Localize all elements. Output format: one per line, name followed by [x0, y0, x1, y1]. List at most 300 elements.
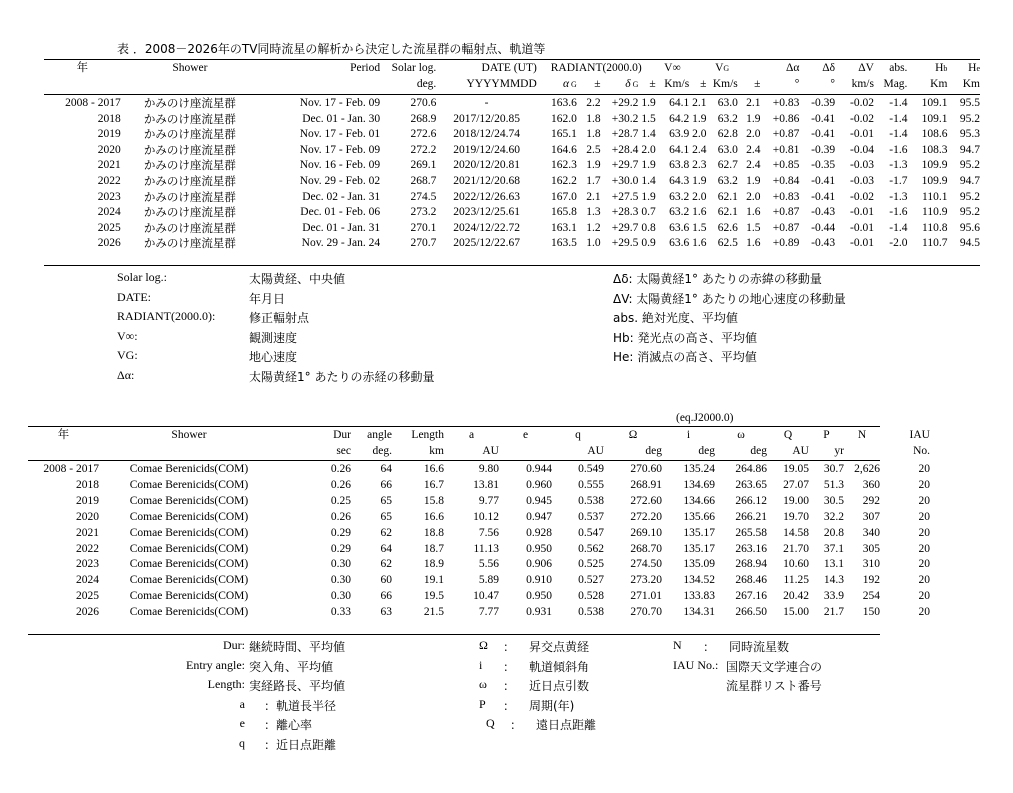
- value-cell: Nov. 17 - Feb. 09: [299, 143, 381, 156]
- value-cell: 5.89: [478, 574, 499, 587]
- year-cell: 2024: [76, 574, 99, 587]
- value-cell: 65: [380, 510, 392, 523]
- legend-definition: 軌道傾斜角: [529, 659, 590, 674]
- value-cell: 1.9: [586, 159, 601, 172]
- value-cell: 64.1: [669, 97, 690, 109]
- value-cell: -1.4: [889, 128, 908, 141]
- col2-omega-node-header: Ω: [628, 429, 638, 441]
- value-cell: Dec. 01 - Jan. 30: [302, 112, 381, 125]
- value-cell: 270.1: [410, 221, 437, 234]
- value-cell: 20: [918, 542, 930, 555]
- year-cell: 2020: [97, 143, 121, 156]
- legend-symbol: N: [673, 638, 682, 652]
- col2-dur-header: Dur: [333, 429, 351, 441]
- table1-header: [44, 61, 980, 92]
- legend-term: Entry angle:: [186, 657, 245, 672]
- table1-body: [44, 96, 980, 252]
- value-cell: 268.94: [735, 558, 767, 571]
- value-cell: +27.5: [611, 190, 639, 203]
- value-cell: -0.41: [811, 128, 836, 141]
- value-cell: Dec. 01 - Feb. 06: [300, 206, 381, 219]
- value-cell: 95.2: [959, 159, 980, 172]
- year-cell: 2025: [76, 590, 99, 603]
- value-cell: 134.31: [683, 606, 715, 619]
- legend-separator: ：: [503, 679, 516, 693]
- value-cell: 5.56: [478, 558, 499, 571]
- value-cell: 2017/12/20.85: [453, 112, 520, 125]
- table1-header-rule: [44, 94, 980, 95]
- unit-date: YYYYMMDD: [466, 77, 537, 90]
- value-cell: 0.30: [330, 558, 351, 571]
- table-row: [28, 542, 930, 558]
- value-cell: 1.8: [586, 128, 601, 141]
- value-cell: +29.5: [611, 237, 639, 250]
- value-cell: 0.26: [330, 463, 351, 475]
- value-cell: 20: [918, 494, 930, 507]
- table-row: [28, 589, 930, 605]
- value-cell: +0.87: [772, 221, 800, 234]
- legend-definition: 近日点引数: [529, 679, 590, 693]
- value-cell: 10.12: [473, 510, 499, 523]
- value-cell: 1.3: [586, 206, 601, 219]
- legend-separator: ：: [503, 640, 516, 654]
- table-row: [44, 190, 980, 206]
- legend-symbol: Ω: [479, 638, 488, 652]
- shower-cell: Comae Berenicids(COM): [129, 590, 249, 603]
- value-cell: 63.2: [669, 206, 690, 219]
- value-cell: 1.9: [746, 112, 761, 125]
- value-cell: 270.70: [630, 606, 662, 619]
- value-cell: 108.3: [921, 143, 948, 156]
- value-cell: 164.6: [550, 143, 577, 156]
- value-cell: 63.2: [717, 174, 738, 187]
- value-cell: 268.91: [630, 478, 662, 491]
- value-cell: 63.6: [669, 237, 690, 250]
- year-cell: 2008 - 2017: [43, 463, 99, 475]
- value-cell: 62.1: [717, 206, 738, 219]
- value-cell: 0.910: [526, 574, 552, 587]
- value-cell: 21.7: [823, 606, 844, 619]
- value-cell: 269.1: [410, 159, 437, 172]
- table-row: [28, 605, 930, 621]
- value-cell: -0.41: [811, 112, 836, 125]
- value-cell: 20: [918, 574, 930, 587]
- value-cell: 1.6: [746, 237, 761, 250]
- year-cell: 2018: [97, 112, 121, 125]
- value-cell: 109.9: [921, 174, 948, 187]
- value-cell: +0.89: [772, 237, 800, 250]
- legend-term: V∞:: [117, 328, 138, 343]
- value-cell: 18.8: [423, 526, 444, 539]
- value-cell: 135.66: [683, 510, 715, 523]
- legend-definition: 観測速度: [249, 330, 298, 345]
- value-cell: 1.9: [641, 159, 656, 172]
- table-row: [28, 494, 930, 510]
- value-cell: -1.4: [889, 97, 908, 109]
- year-cell: 2025: [97, 221, 121, 234]
- value-cell: 267.16: [735, 590, 767, 603]
- col2-q-header: q: [575, 429, 581, 441]
- col2-P-header: P: [823, 429, 830, 441]
- value-cell: 13.81: [473, 478, 499, 491]
- value-cell: Dec. 01 - Jan. 31: [302, 221, 381, 234]
- shower-cell: かみのけ座流星群: [143, 205, 236, 220]
- value-cell: 95.2: [959, 190, 980, 203]
- value-cell: 0.29: [330, 542, 351, 555]
- unit2-q-au: AU: [587, 444, 604, 457]
- unit2-sec: sec: [336, 444, 351, 457]
- value-cell: 1.9: [641, 97, 656, 109]
- value-cell: +0.87: [772, 128, 800, 141]
- value-cell: 2.0: [641, 143, 656, 156]
- col-hb-header: Hb: [935, 62, 948, 74]
- value-cell: 1.6: [692, 237, 707, 250]
- value-cell: 1.9: [692, 112, 707, 125]
- value-cell: 0.30: [330, 574, 351, 587]
- year-cell: 2026: [76, 606, 99, 619]
- legend-symbol: Q: [486, 716, 495, 730]
- value-cell: 264.86: [735, 463, 767, 475]
- value-cell: 64: [380, 463, 392, 475]
- col-abs-header: abs.: [889, 62, 908, 74]
- legend-term: e: [239, 716, 245, 730]
- unit-deg: deg.: [416, 77, 437, 90]
- value-cell: 134.69: [683, 478, 715, 491]
- col-alpha-err: ±: [594, 77, 601, 90]
- shower-cell: Comae Berenicids(COM): [129, 494, 249, 507]
- value-cell: 32.2: [823, 510, 844, 523]
- col-vg-header: VG: [715, 62, 730, 74]
- col2-shower-header: Shower: [171, 429, 207, 441]
- value-cell: 60: [380, 574, 392, 587]
- col-delta-g: δ G: [625, 77, 639, 90]
- value-cell: 2024/12/22.72: [453, 221, 520, 234]
- col2-length-header: Length: [411, 429, 444, 441]
- shower-cell: かみのけ座流星群: [143, 236, 236, 251]
- value-cell: +0.85: [772, 159, 800, 172]
- shower-cell: Comae Berenicids(COM): [129, 542, 249, 555]
- legend-definition: 実経路長、平均値: [249, 679, 346, 693]
- value-cell: 15.00: [783, 606, 809, 619]
- value-cell: 270.6: [410, 97, 437, 109]
- value-cell: 30.7: [823, 463, 844, 475]
- shower-cell: かみのけ座流星群: [143, 142, 236, 157]
- shower-cell: Comae Berenicids(COM): [129, 478, 249, 491]
- value-cell: -1.7: [889, 174, 908, 187]
- legend-definition: 昇交点黄経: [529, 640, 590, 654]
- value-cell: 0.8: [641, 221, 656, 234]
- col2-a-header: a: [468, 429, 475, 441]
- value-cell: 292: [862, 494, 880, 507]
- value-cell: 0.538: [578, 606, 604, 619]
- value-cell: 62: [380, 558, 392, 571]
- value-cell: 274.5: [410, 190, 437, 203]
- year-cell: 2021: [97, 159, 121, 172]
- legend-definition: 地心速度: [249, 350, 298, 364]
- unit2-Q-au: AU: [792, 444, 809, 457]
- value-cell: +28.4: [611, 143, 639, 156]
- shower-cell: かみのけ座流星群: [143, 158, 236, 173]
- value-cell: 109.1: [921, 97, 948, 109]
- value-cell: 0.527: [578, 574, 604, 587]
- value-cell: 30.5: [823, 494, 844, 507]
- value-cell: 19.70: [783, 510, 809, 523]
- value-cell: +30.0: [611, 174, 639, 187]
- value-cell: -1.4: [889, 221, 908, 234]
- col2-Q-header: Q: [783, 429, 793, 441]
- value-cell: 2.4: [746, 143, 761, 156]
- value-cell: 254: [862, 590, 880, 603]
- value-cell: 19.5: [423, 590, 444, 603]
- unit-mag: Mag.: [883, 77, 908, 90]
- col-he-header: He: [968, 62, 980, 74]
- shower-cell: Comae Berenicids(COM): [129, 463, 249, 475]
- value-cell: 1.5: [746, 221, 761, 234]
- value-cell: 108.6: [921, 128, 948, 141]
- value-cell: 271.01: [630, 590, 662, 603]
- shower-cell: かみのけ座流星群: [143, 173, 236, 188]
- value-cell: 110.9: [922, 206, 948, 219]
- value-cell: +0.84: [772, 174, 800, 187]
- value-cell: 20: [918, 590, 930, 603]
- table2-body: [28, 462, 930, 621]
- unit2-yr: yr: [834, 444, 844, 457]
- value-cell: 37.1: [823, 542, 844, 555]
- value-cell: +0.86: [772, 112, 800, 125]
- value-cell: -0.02: [850, 112, 874, 125]
- value-cell: 0.537: [578, 510, 604, 523]
- value-cell: 305: [862, 542, 880, 555]
- legend-entry: Hb: 発光点の高さ、平均値: [613, 330, 758, 345]
- value-cell: 94.7: [959, 174, 980, 187]
- value-cell: 272.6: [410, 128, 437, 141]
- value-cell: 268.7: [410, 174, 437, 187]
- value-cell: 19.00: [783, 494, 809, 507]
- value-cell: 0.960: [526, 478, 552, 491]
- col-vg-err: ±: [754, 77, 761, 90]
- table-caption: 表 ．2008－2026年のTV同時流星の解析から決定した流星群の輻射点、軌道等: [117, 42, 546, 56]
- value-cell: 163.6: [550, 97, 577, 109]
- value-cell: 272.60: [630, 494, 662, 507]
- value-cell: -0.01: [850, 128, 874, 141]
- value-cell: 135.09: [683, 558, 715, 571]
- legend-symbol: P: [479, 696, 486, 711]
- value-cell: 2.3: [692, 159, 707, 172]
- legend-symbol: i: [479, 657, 483, 672]
- unit-dalpha: °: [794, 77, 800, 90]
- value-cell: Nov. 29 - Jan. 24: [301, 237, 381, 250]
- legend-entry: abs. 絶対光度、平均値: [613, 311, 738, 325]
- value-cell: 0.944: [526, 463, 552, 475]
- table-row: [44, 158, 980, 174]
- value-cell: 165.1: [550, 128, 577, 141]
- value-cell: 273.2: [410, 206, 437, 219]
- value-cell: -0.35: [811, 159, 836, 172]
- value-cell: 0.525: [578, 558, 604, 571]
- value-cell: 65: [380, 494, 392, 507]
- value-cell: 64.2: [669, 112, 690, 125]
- value-cell: 135.24: [683, 463, 715, 475]
- table1-bottom-rule: [44, 265, 980, 266]
- value-cell: 133.83: [683, 590, 715, 603]
- value-cell: 16.6: [423, 510, 444, 523]
- value-cell: 1.6: [692, 206, 707, 219]
- value-cell: 95.6: [959, 221, 980, 234]
- table2-bottom-rule: [28, 634, 880, 635]
- value-cell: 109.1: [921, 112, 948, 125]
- year-cell: 2020: [76, 510, 99, 523]
- value-cell: 0.26: [330, 510, 351, 523]
- value-cell: +28.3: [611, 206, 639, 219]
- value-cell: Nov. 16 - Feb. 09: [299, 159, 381, 172]
- value-cell: 63.2: [717, 112, 738, 125]
- legend-definition: 太陽黄経、中央値: [249, 272, 346, 286]
- value-cell: 135.17: [683, 542, 715, 555]
- table-row: [28, 462, 930, 478]
- value-cell: -0.39: [811, 97, 836, 109]
- value-cell: -: [484, 97, 489, 109]
- value-cell: 64.1: [669, 143, 690, 156]
- unit-vg: Km/s: [712, 77, 738, 90]
- value-cell: 62: [380, 526, 392, 539]
- value-cell: 134.66: [683, 494, 715, 507]
- value-cell: 19.05: [783, 463, 809, 475]
- value-cell: -0.03: [850, 174, 874, 187]
- value-cell: 20: [918, 558, 930, 571]
- value-cell: Nov. 17 - Feb. 01: [299, 128, 381, 141]
- shower-cell: かみのけ座流星群: [143, 220, 236, 235]
- value-cell: 163.1: [550, 221, 577, 234]
- value-cell: 64: [380, 542, 392, 555]
- year-cell: 2023: [97, 190, 121, 203]
- value-cell: 2020/12/20.81: [453, 159, 520, 172]
- legend-separator: ：: [503, 698, 516, 713]
- value-cell: 1.5: [641, 112, 656, 125]
- value-cell: +0.83: [772, 97, 800, 109]
- table2-top-rule: [28, 426, 880, 427]
- value-cell: 20: [918, 526, 930, 539]
- value-cell: 10.47: [473, 590, 499, 603]
- value-cell: 0.945: [526, 494, 552, 507]
- value-cell: 63.6: [669, 221, 690, 234]
- value-cell: 19.1: [423, 574, 444, 587]
- legend-entry: Δδ: 太陽黄経1° あたりの赤緯の移動量: [613, 272, 822, 286]
- value-cell: 150: [862, 606, 880, 619]
- value-cell: 2023/12/25.61: [453, 206, 520, 219]
- value-cell: 2025/12/22.67: [453, 237, 520, 250]
- value-cell: 9.80: [478, 463, 499, 475]
- value-cell: 62.7: [717, 159, 738, 172]
- value-cell: 7.77: [478, 606, 499, 619]
- value-cell: 14.3: [823, 574, 844, 587]
- value-cell: 2.0: [746, 190, 761, 203]
- value-cell: 110.1: [922, 190, 948, 203]
- value-cell: 272.20: [630, 510, 662, 523]
- legend-definition: 周期(年): [529, 698, 575, 713]
- value-cell: 1.2: [586, 221, 601, 234]
- value-cell: 273.20: [630, 574, 662, 587]
- table-row: [44, 96, 980, 112]
- legend-term: IAU No.:: [673, 657, 719, 672]
- legend-term: Length:: [207, 677, 245, 691]
- year-cell: 2022: [76, 542, 99, 555]
- value-cell: 0.25: [330, 494, 351, 507]
- value-cell: -1.4: [889, 112, 908, 125]
- shower-cell: Comae Berenicids(COM): [129, 558, 249, 571]
- shower-cell: かみのけ座流星群: [143, 127, 236, 142]
- legend-definition: ：近日点距離: [264, 737, 337, 752]
- value-cell: 340: [862, 526, 880, 539]
- value-cell: 9.77: [478, 494, 499, 507]
- legend-term: Δα:: [117, 367, 135, 382]
- value-cell: 95.3: [959, 128, 980, 141]
- value-cell: 1.9: [692, 174, 707, 187]
- value-cell: +28.7: [611, 128, 639, 141]
- col-radiant-header: RADIANT(2000.0): [550, 62, 642, 74]
- value-cell: -1.3: [889, 159, 908, 172]
- value-cell: -0.43: [811, 237, 836, 250]
- value-cell: +0.81: [772, 143, 800, 156]
- unit2-no: No.: [913, 444, 930, 457]
- value-cell: 1.9: [746, 174, 761, 187]
- table-row: [28, 557, 930, 573]
- value-cell: 7.56: [478, 526, 499, 539]
- legend-definition: 突入角、平均値: [249, 659, 334, 674]
- table-row: [44, 112, 980, 128]
- value-cell: +29.7: [611, 221, 639, 234]
- value-cell: +29.7: [611, 159, 639, 172]
- value-cell: 15.8: [423, 494, 444, 507]
- legend-definition: 太陽黄経1° あたりの赤経の移動量: [249, 369, 435, 384]
- value-cell: 95.2: [959, 112, 980, 125]
- value-cell: 110.7: [922, 237, 948, 250]
- value-cell: 0.9: [641, 237, 656, 250]
- value-cell: 2.1: [692, 97, 707, 109]
- value-cell: 0.7: [641, 206, 656, 219]
- value-cell: 2018/12/24.74: [453, 128, 520, 141]
- value-cell: 14.58: [783, 526, 809, 539]
- value-cell: 1.7: [586, 174, 601, 187]
- value-cell: 0.549: [578, 463, 604, 475]
- legend-term: Solar log.:: [117, 270, 167, 284]
- value-cell: 10.60: [783, 558, 809, 571]
- value-cell: -1.3: [889, 190, 908, 203]
- col2-angle-header: angle: [367, 429, 392, 441]
- col-dalpha-header: Δα: [785, 62, 800, 74]
- value-cell: 1.5: [692, 221, 707, 234]
- value-cell: 62.1: [717, 190, 738, 203]
- value-cell: 269.10: [630, 526, 662, 539]
- value-cell: 2,626: [854, 463, 880, 475]
- value-cell: 274.50: [630, 558, 662, 571]
- col-year-header: 年: [76, 62, 89, 74]
- value-cell: 263.65: [735, 478, 767, 491]
- value-cell: 2.0: [692, 190, 707, 203]
- table-row: [44, 221, 980, 237]
- value-cell: -0.02: [850, 97, 874, 109]
- legend-term: DATE:: [117, 289, 151, 304]
- value-cell: 63.9: [669, 128, 690, 141]
- value-cell: 268.46: [735, 574, 767, 587]
- value-cell: 2.0: [746, 128, 761, 141]
- year-cell: 2019: [76, 494, 99, 507]
- legend-definition: 継続時間、平均値: [249, 640, 346, 654]
- value-cell: 95.5: [959, 97, 980, 109]
- legend-term: q: [239, 735, 245, 750]
- legend-entry: He: 消滅点の高さ、平均値: [613, 350, 757, 364]
- value-cell: 63: [380, 606, 392, 619]
- col-alpha-g: α G: [562, 77, 577, 90]
